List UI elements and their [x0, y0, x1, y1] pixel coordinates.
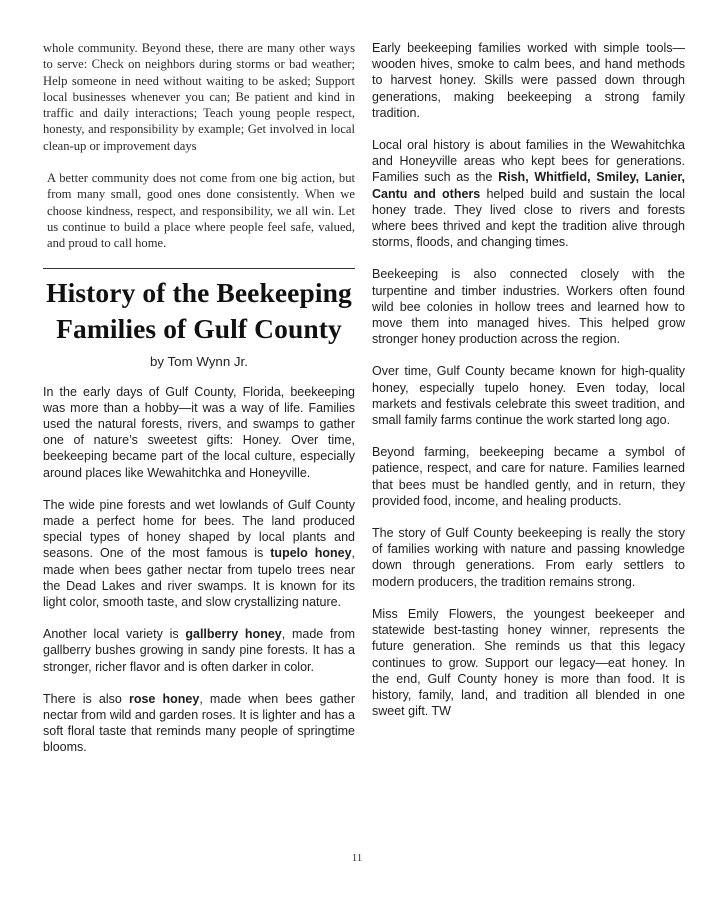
- article-paragraph: Over time, Gulf County became known for high-quality honey, especially tupelo honey. Even today, local markets and festivals celebrate this sweet tradition, and small family farms continue the work started long ago.: [372, 364, 685, 428]
- gallberry-honey-emphasis: gallberry honey: [185, 627, 282, 642]
- article-byline: by Tom Wynn Jr.: [150, 353, 248, 369]
- left-column: [43, 40, 355, 772]
- rose-honey-emphasis: rose honey: [128, 691, 200, 706]
- family-names-emphasis: Rish, Whitfield, Smiley, Lanier, Cantu and others: [372, 170, 685, 201]
- article-paragraph: Early beekeeping families worked with simple tools—wooden hives, smoke to calm bees, and hand methods to harvest honey. Skills were passed down through generations, making beekeeping a strong family tradition.: [372, 41, 685, 120]
- article-paragraph: There is also rose honey, made when bees gather nectar from wild and garden roses. It is lighter and has a soft floral taste that reminds many people of springtime blooms.: [43, 691, 355, 755]
- article-paragraph: Beekeeping is also connected closely with the turpentine and timber industries. Workers often found wild bee colonies in hollow trees and learned how to move them into managed hives. This helped grow stronger honey production across the region.: [372, 267, 685, 347]
- article-paragraph: The story of Gulf County beekeeping is really the story of families working with nature and passing knowledge down through generations. From early settlers to modern producers, the tradition remains strong.: [372, 526, 685, 589]
- article-paragraph: Miss Emily Flowers, the youngest beekeeper and statewide best-tasting honey winner, represents the future generation. She reminds us that this legacy continues to grow. Support our legacy—eat honey. In the end, Gulf County honey is more than food. It is history, family, land, and tradition all blended in one sweet gift. TW: [372, 606, 685, 719]
- article-paragraph: In the early days of Gulf County, Florida, beekeeping was more than a hobby—it was a way of life. Families used the natural forests, rivers, and swamps to gather one of nature’s sweetest gifts: Honey. Over time, beekeeping became part of the local culture, especially around places like Wewahitchka and Honeyville.: [43, 384, 355, 480]
- tupelo-honey-emphasis: tupelo honey: [270, 546, 352, 561]
- page-number: 11: [351, 852, 363, 864]
- article-left-body: [43, 384, 355, 756]
- continuation-paragraph-1: whole community. Beyond these, there are many other ways to serve: Check on neighbors during storms or bad weather; Help someone in need without waiting to be asked; Support local businesses whenever you can; Be patient and kind in traffic and daily interactions; Teach young people respect, honesty, and responsibility by example; Get involved in local clean-up or improvement days: [43, 41, 355, 153]
- right-column: [372, 40, 685, 735]
- article-title: History of the Beekeeping Families of Gulf County: [46, 276, 352, 344]
- continuation-paragraph-2: A better community does not come from one big action, but from many small, good ones done consistently. When we choose kindness, respect, and responsibility, we all win. Let us continue to build a place where people feel safe, valued, and proud to call home.: [47, 171, 355, 251]
- section-divider: [43, 268, 355, 269]
- article-paragraph: Another local variety is gallberry honey, made from gallberry bushes growing in sandy pine forests. It has a stronger, richer flavor and is often darker in color.: [43, 627, 355, 674]
- article-paragraph: Local oral history is about families in the Wewahitchka and Honeyville areas who kept bees for generations. Families such as the Rish, Whitfield, Smiley, Lanier, Cantu and others helped build and sustain the local honey trade. They lived close to rivers and forests where bees thrived and kept the tradition alive through storms, floods, and changing times.: [372, 138, 685, 250]
- article-paragraph: The wide pine forests and wet lowlands of Gulf County made a perfect home for bees. The land produced special types of honey shaped by local plants and seasons. One of the most famous is tupelo honey, made when bees gather nectar from tupelo trees near the Dead Lakes and river swamps. It is known for its light color, smooth taste, and slow crystallizing nature.: [43, 497, 356, 609]
- article-paragraph: Beyond farming, beekeeping became a symbol of patience, respect, and care for nature. Families learned that bees must be handled gently, and in return, they provided food, income, and healing products.: [372, 445, 685, 508]
